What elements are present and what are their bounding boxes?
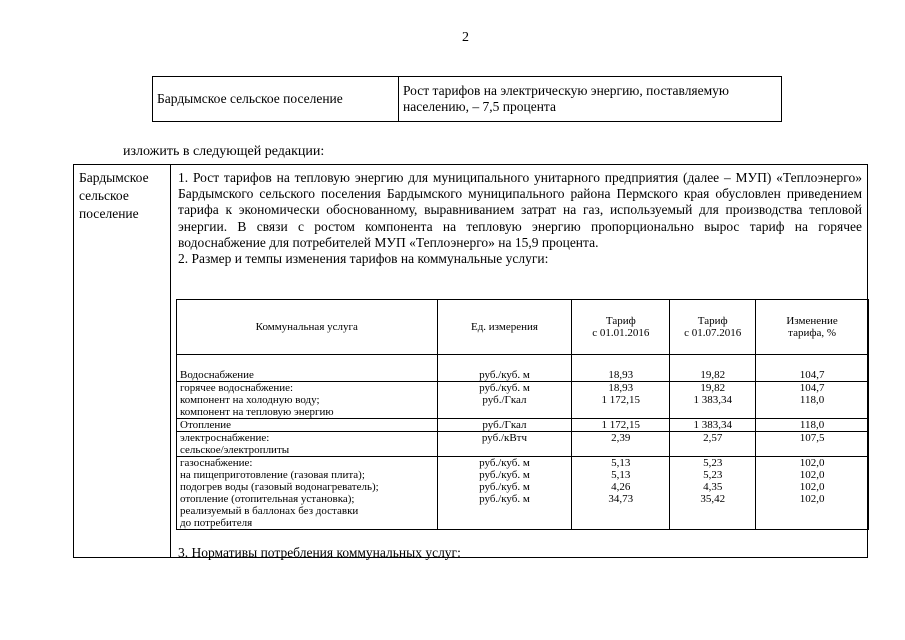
cell-tariff-jan — [572, 432, 670, 457]
electric-tariff-line1: Рост тарифов на электрическую энергию, поставляемую — [403, 83, 730, 98]
cell-tariff-jul — [670, 382, 756, 419]
cell-service — [177, 432, 438, 457]
main-text — [178, 170, 862, 267]
cell-unit — [437, 419, 572, 432]
service-line: компонент на холодную воду; — [180, 394, 320, 406]
tariff-jul-line: 1 383,34 — [693, 394, 732, 406]
tariff-jan-line: 2,39 — [611, 432, 631, 444]
header-change — [756, 300, 869, 355]
tariff-jul-line: 4,35 — [703, 481, 723, 493]
header-change-line2: тарифа, % — [788, 327, 837, 339]
tariff-jul-line: 5,23 — [703, 469, 723, 481]
tariff-jul-line: 5,23 — [703, 457, 723, 469]
tariff-jan-line: 18,93 — [608, 382, 634, 394]
header-tariff-jan — [572, 300, 670, 355]
cell-unit — [437, 432, 572, 457]
service-line: отопление (отопительная установка); — [180, 493, 355, 505]
tariff-table — [176, 299, 869, 530]
cell-unit — [437, 355, 572, 382]
cell-tariff-jan — [572, 419, 670, 432]
cell-service — [177, 355, 438, 382]
paragraph-3: 3. Нормативы потребления коммунальных услуг: — [178, 545, 461, 560]
settlement-name-line2: сельское — [79, 188, 129, 203]
tariff-jan-line: 5,13 — [611, 457, 631, 469]
cell-change — [756, 432, 869, 457]
cell-change — [756, 355, 869, 382]
column-divider — [170, 165, 171, 557]
unit-line: руб./куб. м — [479, 382, 530, 394]
service-line: Отопление — [180, 419, 232, 431]
unit-line: руб./куб. м — [479, 469, 530, 481]
change-line: 118,0 — [799, 394, 825, 406]
unit-line: руб./куб. м — [479, 457, 530, 469]
unit-line: руб./Гкал — [482, 419, 527, 431]
change-line: 104,7 — [799, 369, 825, 381]
page-number: 2 — [462, 30, 469, 45]
service-line: компонент на тепловую энергию — [180, 406, 334, 418]
intro-text: изложить в следующей редакции: — [123, 144, 325, 159]
service-line: реализуемый в баллонах без доставки — [180, 505, 359, 517]
change-line: 107,5 — [799, 432, 825, 444]
header-service: Коммунальная услуга — [177, 300, 438, 355]
tariff-jul-line: 35,42 — [700, 493, 726, 505]
top-table — [152, 76, 782, 122]
change-line: 102,0 — [799, 457, 825, 469]
change-line: 102,0 — [799, 469, 825, 481]
tariff-jan-line: 18,93 — [608, 369, 634, 381]
unit-line: руб./куб. м — [479, 369, 530, 381]
service-line: Водоснабжение — [180, 369, 254, 381]
electric-tariff-cell — [399, 77, 782, 122]
change-line: 102,0 — [799, 481, 825, 493]
unit-line: руб./куб. м — [479, 481, 530, 493]
cell-tariff-jul — [670, 355, 756, 382]
service-line: сельское/электроплиты — [180, 444, 290, 456]
tariff-jan-line: 34,73 — [608, 493, 634, 505]
tariff-jan-line: 4,26 — [611, 481, 631, 493]
cell-service — [177, 419, 438, 432]
header-tariff-jan-line1: Тариф — [605, 315, 636, 327]
main-table — [73, 164, 868, 558]
service-line: газоснабжение: — [180, 457, 253, 469]
paragraph-2: 2. Размер и темпы изменения тарифов на коммунальные услуги: — [178, 251, 549, 267]
table-row — [177, 419, 869, 432]
tariff-jul-line: 19,82 — [700, 369, 726, 381]
tariff-jul-line: 2,57 — [703, 432, 723, 444]
tariff-jul-line: 1 383,34 — [693, 419, 732, 431]
unit-line: руб./Гкал — [482, 394, 527, 406]
service-line: электроснабжение: — [180, 432, 270, 444]
header-tariff-jul-line1: Тариф — [697, 315, 728, 327]
header-tariff-jul — [670, 300, 756, 355]
cell-tariff-jul — [670, 419, 756, 432]
table-row — [177, 382, 869, 419]
tariff-jul-line: 19,82 — [700, 382, 726, 394]
cell-tariff-jan — [572, 457, 670, 530]
header-change-line1: Изменение — [786, 315, 838, 327]
cell-service — [177, 457, 438, 530]
electric-tariff-line2: населению, – 7,5 процента — [403, 99, 556, 114]
cell-unit — [437, 457, 572, 530]
tariff-jan-line: 5,13 — [611, 469, 631, 481]
table-row — [177, 355, 869, 382]
service-line: на пищеприготовление (газовая плита); — [180, 469, 365, 481]
service-line: подогрев воды (газовый водонагреватель); — [180, 481, 379, 493]
header-unit: Ед. измерения — [437, 300, 572, 355]
header-tariff-jan-line2: с 01.01.2016 — [592, 327, 650, 339]
service-line: горячее водоснабжение: — [180, 382, 294, 394]
cell-service — [177, 382, 438, 419]
service-line: до потребителя — [180, 517, 253, 529]
cell-change — [756, 382, 869, 419]
settlement-name-line3: поселение — [79, 206, 139, 221]
change-line: 118,0 — [799, 419, 825, 431]
change-line: 102,0 — [799, 493, 825, 505]
header-tariff-jul-line2: с 01.07.2016 — [684, 327, 742, 339]
table-row — [177, 432, 869, 457]
cell-tariff-jan — [572, 382, 670, 419]
cell-unit — [437, 382, 572, 419]
settlement-cell: Бардымское сельское поселение — [153, 77, 399, 122]
table-row — [177, 457, 869, 530]
cell-tariff-jan — [572, 355, 670, 382]
settlement-name-line1: Бардымское — [79, 170, 149, 185]
cell-tariff-jul — [670, 457, 756, 530]
tariff-table-body — [177, 355, 869, 530]
tariff-jan-line: 1 172,15 — [601, 419, 641, 431]
unit-line: руб./куб. м — [479, 493, 530, 505]
unit-line: руб./кВтч — [481, 432, 528, 444]
cell-change — [756, 419, 869, 432]
cell-tariff-jul — [670, 432, 756, 457]
settlement-name — [79, 169, 165, 223]
change-line: 104,7 — [799, 382, 825, 394]
cell-change — [756, 457, 869, 530]
paragraph-1: 1. Рост тарифов на тепловую энергию для муниципального унитарного предприятия (далее – МУП) «Теплоэнерго» Бардымского сельского поселения Бардымского муниципального района Пермского края обусловлен приведением тарифа к экономически обоснованному, выравниванием затрат на газ, используемый для производства тепловой энергии. В связи с ростом компонента на тепловую энергию пропорционально вырос тариф на горячее водоснабжение для потребителей МУП «Теплоэнерго» на 15,9 процента. — [178, 170, 862, 250]
tariff-jan-line: 1 172,15 — [601, 394, 641, 406]
